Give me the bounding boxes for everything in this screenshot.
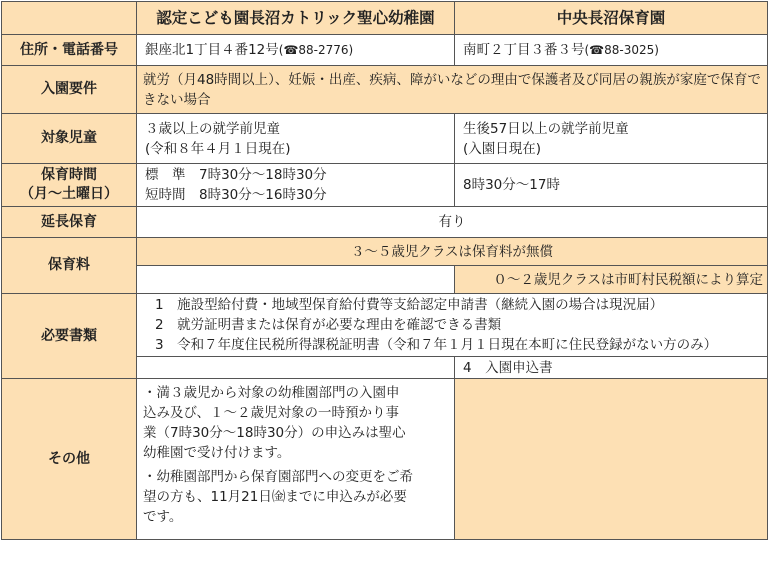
docs-blank-cell	[137, 357, 455, 379]
column-header-chuo: 中央長沼保育園	[455, 2, 768, 35]
docs-item-1: 1 施設型給付費・地域型保育給付費等支給認定申請書（継続入園の場合は現況届）	[155, 297, 664, 313]
other-note-1-line: 込み及び、１～２歳児対象の一時預かり事	[143, 405, 399, 421]
row-label-docs: 必要書類	[2, 294, 137, 379]
fee-row-1	[2, 238, 768, 266]
seishin-hours-standard: 標 準 7時30分～18時30分	[145, 167, 327, 183]
other-note-2-line: です。	[143, 509, 183, 525]
docs-item-2: 2 就労証明書または保育が必要な理由を確認できる書類	[155, 317, 502, 333]
corner-cell	[2, 2, 137, 35]
row-label-fee: 保育料	[2, 238, 137, 294]
row-label-hours	[2, 164, 137, 207]
address-row	[2, 35, 768, 66]
fee-calc-text: ０～２歳児クラスは市町村民税額により算定	[455, 266, 768, 294]
row-label-target: 対象児童	[2, 114, 137, 164]
chuo-target	[455, 114, 768, 164]
other-note-1	[143, 383, 448, 463]
other-note-1-line: 業（7時30分～18時30分）の申込みは聖心	[143, 425, 406, 441]
column-header-seishin: 認定こども園長沼カトリック聖心幼稚園	[137, 2, 455, 35]
chuo-target-line1: 生後57日以上の就学前児童	[463, 120, 629, 137]
target-row	[2, 114, 768, 164]
requirement-row	[2, 66, 768, 114]
nursery-comparison-table	[1, 1, 768, 540]
seishin-other-notes	[137, 379, 455, 540]
row-label-address: 住所・電話番号	[2, 35, 137, 66]
chuo-other-notes	[455, 379, 768, 540]
row-label-other: その他	[2, 379, 137, 540]
chuo-hours: 8時30分～17時	[455, 164, 768, 207]
seishin-target-line2: (令和８年４月１日現在)	[145, 140, 291, 157]
seishin-phone: (☎88-2776)	[278, 43, 354, 57]
row-label-requirement: 入園要件	[2, 66, 137, 114]
other-note-1-line: ・満３歳児から対象の幼稚園部門の入園申	[143, 385, 400, 401]
fee-blank-cell	[137, 266, 455, 294]
seishin-hours-short: 短時間 8時30分～16時30分	[145, 187, 327, 203]
other-row	[2, 379, 768, 540]
other-note-2	[143, 467, 448, 527]
seishin-target-line1: ３歳以上の就学前児童	[145, 120, 280, 137]
row-label-extended: 延長保育	[2, 207, 137, 238]
other-note-2-line: 望の方も、11月21日㈮までに申込みが必要	[143, 489, 407, 505]
extended-value: 有り	[137, 207, 768, 238]
fee-free-text: ３～５歳児クラスは保育料が無償	[137, 238, 768, 266]
chuo-address	[455, 35, 768, 66]
hours-label-line2: （月～土曜日）	[20, 186, 118, 202]
seishin-address	[137, 35, 455, 66]
docs-row-1	[2, 294, 768, 357]
extended-row	[2, 207, 768, 238]
other-note-2-line: ・幼稚園部門から保育園部門への変更をご希	[143, 469, 413, 485]
chuo-target-line2: (入園日現在)	[463, 140, 542, 157]
hours-label-line1: 保育時間	[41, 167, 97, 183]
other-note-1-line: 幼稚園で受け付けます。	[143, 445, 291, 461]
docs-list	[137, 294, 768, 357]
seishin-address-text: 銀座北1丁目４番12号	[145, 42, 279, 58]
header-row	[2, 2, 768, 35]
chuo-phone: (☎88-3025)	[584, 43, 659, 57]
requirement-text: 就労（月48時間以上）、妊娠・出産、疾病、障がいなどの理由で保護者及び同居の親族が家庭で保育できない場合	[137, 66, 768, 114]
hours-row	[2, 164, 768, 207]
docs-item-3: 3 令和７年度住民税所得課税証明書（令和７年１月１日現在本町に住民登録がない方のみ）	[155, 337, 718, 353]
docs-item-4: 4 入園申込書	[455, 357, 768, 379]
seishin-hours	[137, 164, 455, 207]
chuo-address-text: 南町２丁目３番３号	[463, 42, 585, 58]
seishin-target	[137, 114, 455, 164]
